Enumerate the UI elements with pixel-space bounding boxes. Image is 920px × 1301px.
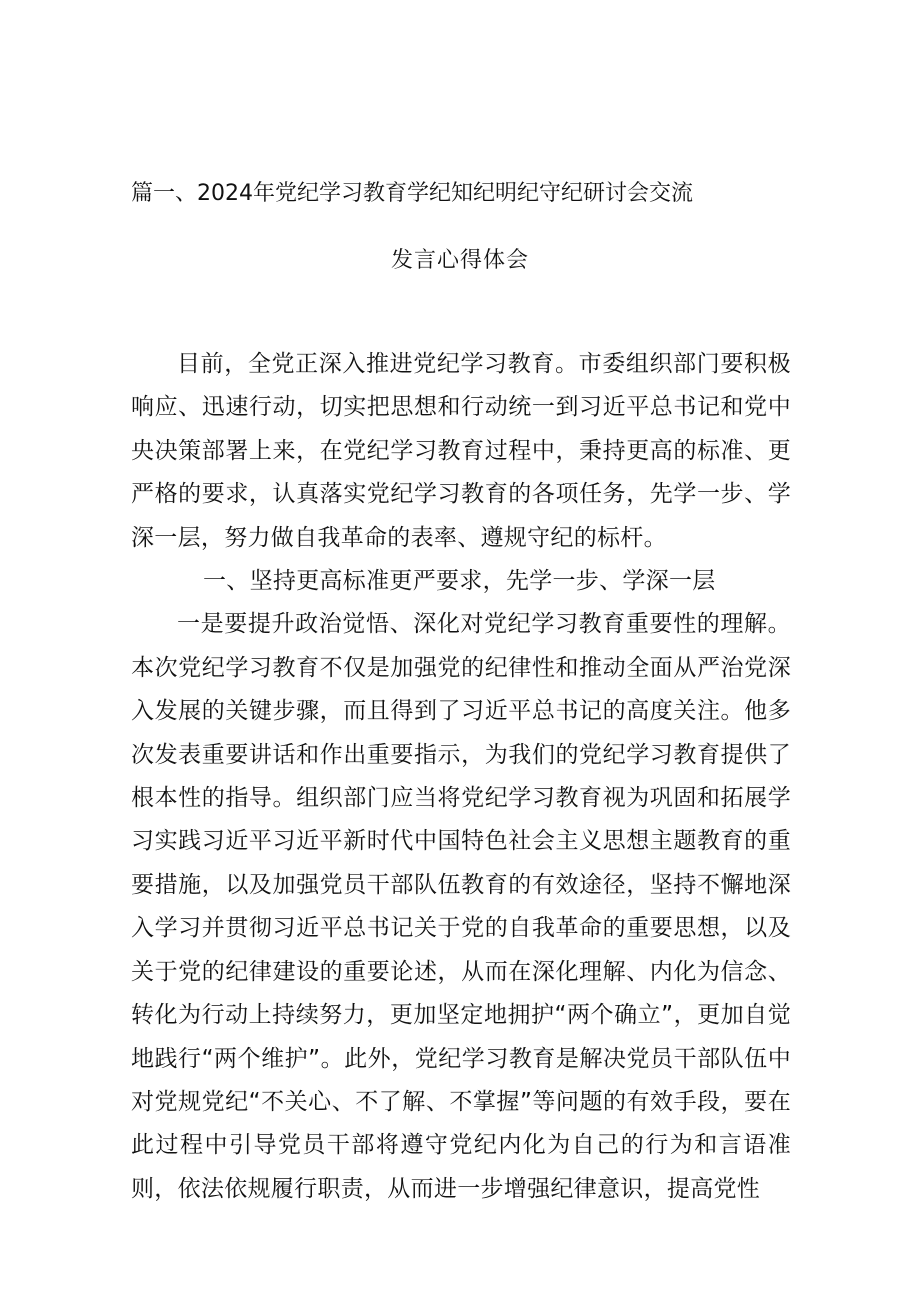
document-body	[131, 343, 791, 1211]
intro-paragraph: 目前，全党正深入推进党纪学习教育。市委组织部门要积极响应、迅速行动，切实把思想和行动统一到习近平总书记和党中央决策部署上来，在党纪学习教育过程中，秉持更高的标准、更严格的要求，认真落实党纪学习教育的各项任务，先学一步、学深一层，努力做自我革命的表率、遵规守纪的标杆。	[131, 351, 791, 551]
document-title-line-1: 篇一、2024年党纪学习教育学纪知纪明纪守纪研讨会交流	[131, 181, 693, 206]
point-one-paragraph: 一是要提升政治觉悟、深化对党纪学习教育重要性的理解。本次党纪学习教育不仅是加强党的纪律性和推动全面从严治党深入发展的关键步骤，而且得到了习近平总书记的高度关注。他多次发表重要讲话和作出重要指示，为我们的党纪学习教育提供了根本性的指导。组织部门应当将党纪学习教育视为巩固和拓展学习实践习近平习近平新时代中国特色社会主义思想主题教育的重要措施，以及加强党员干部队伍教育的有效途径，坚持不懈地深入学习并贯彻习近平总书记关于党的自我革命的重要思想，以及关于党的纪律建设的重要论述，从而在深化理解、内化为信念、转化为行动上持续努力，更加坚定地拥护“两个确立”，更加自觉地践行“两个维护”。此外，党纪学习教育是解决党员干部队伍中对党规党纪“不关心、不了解、不掌握”等问题的有效手段，要在此过程中引导党员干部将遵守党纪内化为自己的行为和言语准则，依法依规履行职责，从而进一步增强纪律意识，提高党性	[131, 611, 791, 1202]
document-title-line-2: 发言心得体会	[390, 248, 529, 273]
section-heading-1: 一、坚持更高标准更严要求，先学一步、学深一层	[203, 568, 716, 595]
